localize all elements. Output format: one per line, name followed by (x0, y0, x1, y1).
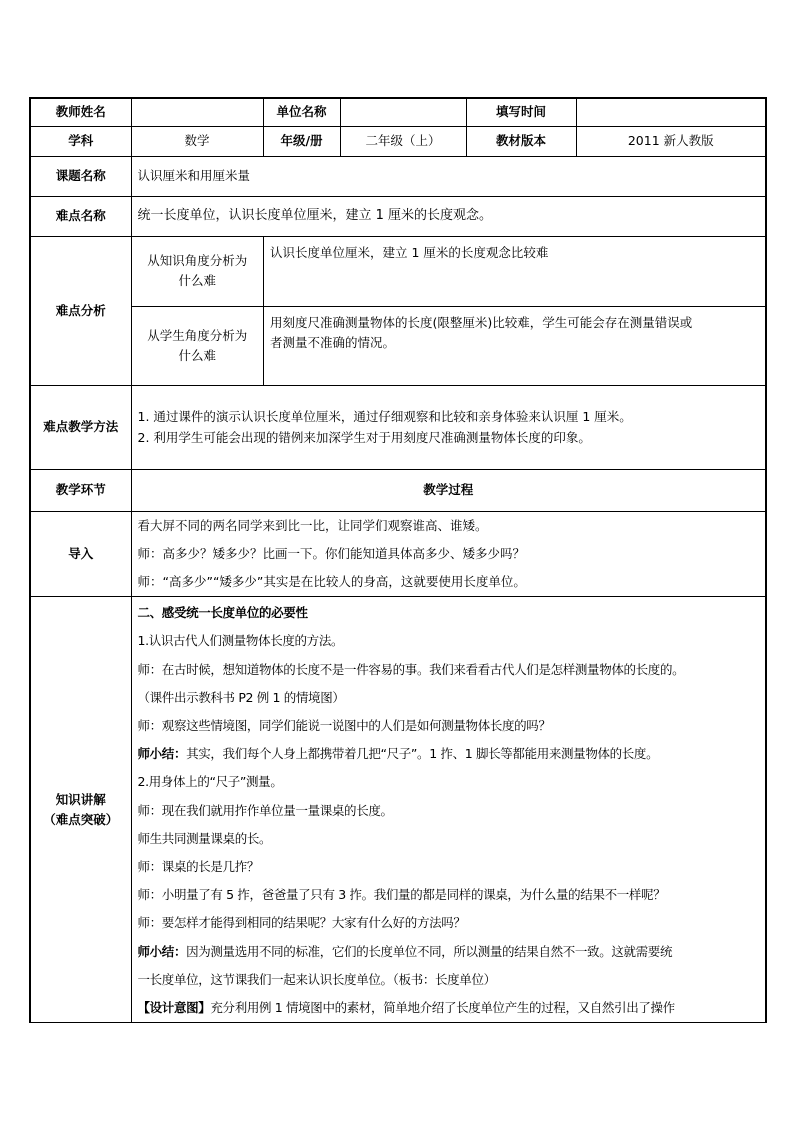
method-row (30, 385, 766, 469)
intro-line: 师：高多少？矮多少？比画一下。你们能知道具体高多少、矮多少吗？ (137, 545, 526, 561)
subject-label: 学科 (30, 126, 131, 156)
knowledge-angle-label: 从知识角度分析为 什么难 (132, 237, 264, 307)
difficulty-value: 统一长度单位，认识长度单位厘米，建立 1 厘米的长度观念。 (131, 196, 766, 236)
subject-value: 数学 (131, 126, 263, 156)
fill-date-label: 填写时间 (466, 98, 576, 126)
analysis-label: 难点分析 (30, 236, 131, 385)
grade-label: 年级/册 (263, 126, 340, 156)
summary-line: 师小结：其实，我们每个人身上都携带着几把“尺子”。1 拃、1 脚长等都能用来测量物体的长度。 (137, 746, 659, 762)
process-header-row (30, 469, 766, 511)
content-line: 师：小明量了有 5 拃，爸爸量了只有 3 拃。我们量的都是同样的课桌，为什么量的结果不一样呢？ (137, 887, 666, 903)
edition-value: 2011 新人教版 (576, 126, 766, 156)
knowledge-label: 知识讲解 （难点突破） (30, 597, 131, 1023)
section-heading: 二、感受统一长度单位的必要性 (137, 605, 308, 621)
content-line: 师：观察这些情境图，同学们能说一说图中的人们是如何测量物体长度的吗？ (137, 717, 551, 733)
method-label: 难点教学方法 (30, 385, 131, 469)
knowledge-row (30, 597, 766, 1023)
summary-line: 师小结：因为测量选用不同的标准，它们的长度单位不同，所以测量的结果自然不一致。这就需要统 (137, 943, 673, 959)
content-line: （课件出示教科书 P2 例 1 的情境图） (137, 689, 345, 705)
content-line: 师：在古时候，想知道物体的长度不是一件容易的事。我们来看看古代人们是怎样测量物体的长度的。 (137, 661, 685, 677)
analysis-row (30, 236, 766, 385)
content-line: 1.认识古代人们测量物体长度的方法。 (137, 633, 344, 649)
knowledge-angle-value: 认识长度单位厘米，建立 1 厘米的长度观念比较难 (270, 244, 549, 260)
content-line: 2.用身体上的“尺子”测量。 (137, 774, 283, 790)
intro-label: 导入 (30, 511, 131, 597)
method-list (131, 385, 766, 469)
intro-line: 看大屏不同的两名同学来到比一比，让同学们观察谁高、谁矮。 (137, 517, 488, 533)
unit-name-label: 单位名称 (263, 98, 340, 126)
intro-line: 师：“高多少”“矮多少”其实是在比较人的身高，这就要使用长度单位。 (137, 573, 526, 589)
unit-name-value[interactable] (340, 98, 466, 126)
content-line: 师生共同测量课桌的长。 (137, 830, 272, 846)
topic-row (30, 156, 766, 196)
grade-value: 二年级（上） (340, 126, 466, 156)
content-line: 师：课桌的长是几拃？ (137, 858, 260, 874)
info-row-2 (30, 126, 766, 156)
process-header: 教学过程 (131, 469, 766, 511)
method-item: 2. 利用学生可能会出现的错例来加深学生对于用刻度尺准确测量物体长度的印象。 (137, 430, 591, 445)
analysis-inner-table (132, 237, 766, 385)
difficulty-label: 难点名称 (30, 196, 131, 236)
student-angle-value: 用刻度尺准确测量物体的长度(限整厘米)比较难，学生可能会存在测量错误或 者测量不准确的情况。 (264, 307, 766, 385)
info-row-1 (30, 98, 766, 126)
knowledge-content (131, 597, 766, 1023)
difficulty-row (30, 196, 766, 236)
stage-header: 教学环节 (30, 469, 131, 511)
intro-row (30, 511, 766, 597)
edition-label: 教材版本 (466, 126, 576, 156)
fill-date-value[interactable] (576, 98, 766, 126)
intro-content (131, 511, 766, 597)
content-line: 一长度单位，这节课我们一起来认识长度单位。（板书：长度单位） (137, 971, 496, 987)
teacher-name-label: 教师姓名 (30, 98, 131, 126)
topic-value: 认识厘米和用厘米量 (131, 156, 766, 196)
student-angle-label: 从学生角度分析为 什么难 (132, 307, 264, 385)
teacher-name-value[interactable] (131, 98, 263, 126)
method-item: 1. 通过课件的演示认识长度单位厘米，通过仔细观察和比较和亲身体验来认识厘 1 厘米。 (137, 409, 632, 424)
content-line: 师：现在我们就用拃作单位量一量课桌的长度。 (137, 802, 393, 818)
lesson-plan-table (29, 97, 767, 1023)
content-line: 师：要怎样才能得到相同的结果呢？大家有什么好的方法吗？ (137, 915, 466, 931)
topic-label: 课题名称 (30, 156, 131, 196)
design-intent-line: 【设计意图】充分利用例 1 情境图中的素材，简单地介绍了长度单位产生的过程，又自然引出了操作 (137, 999, 675, 1015)
